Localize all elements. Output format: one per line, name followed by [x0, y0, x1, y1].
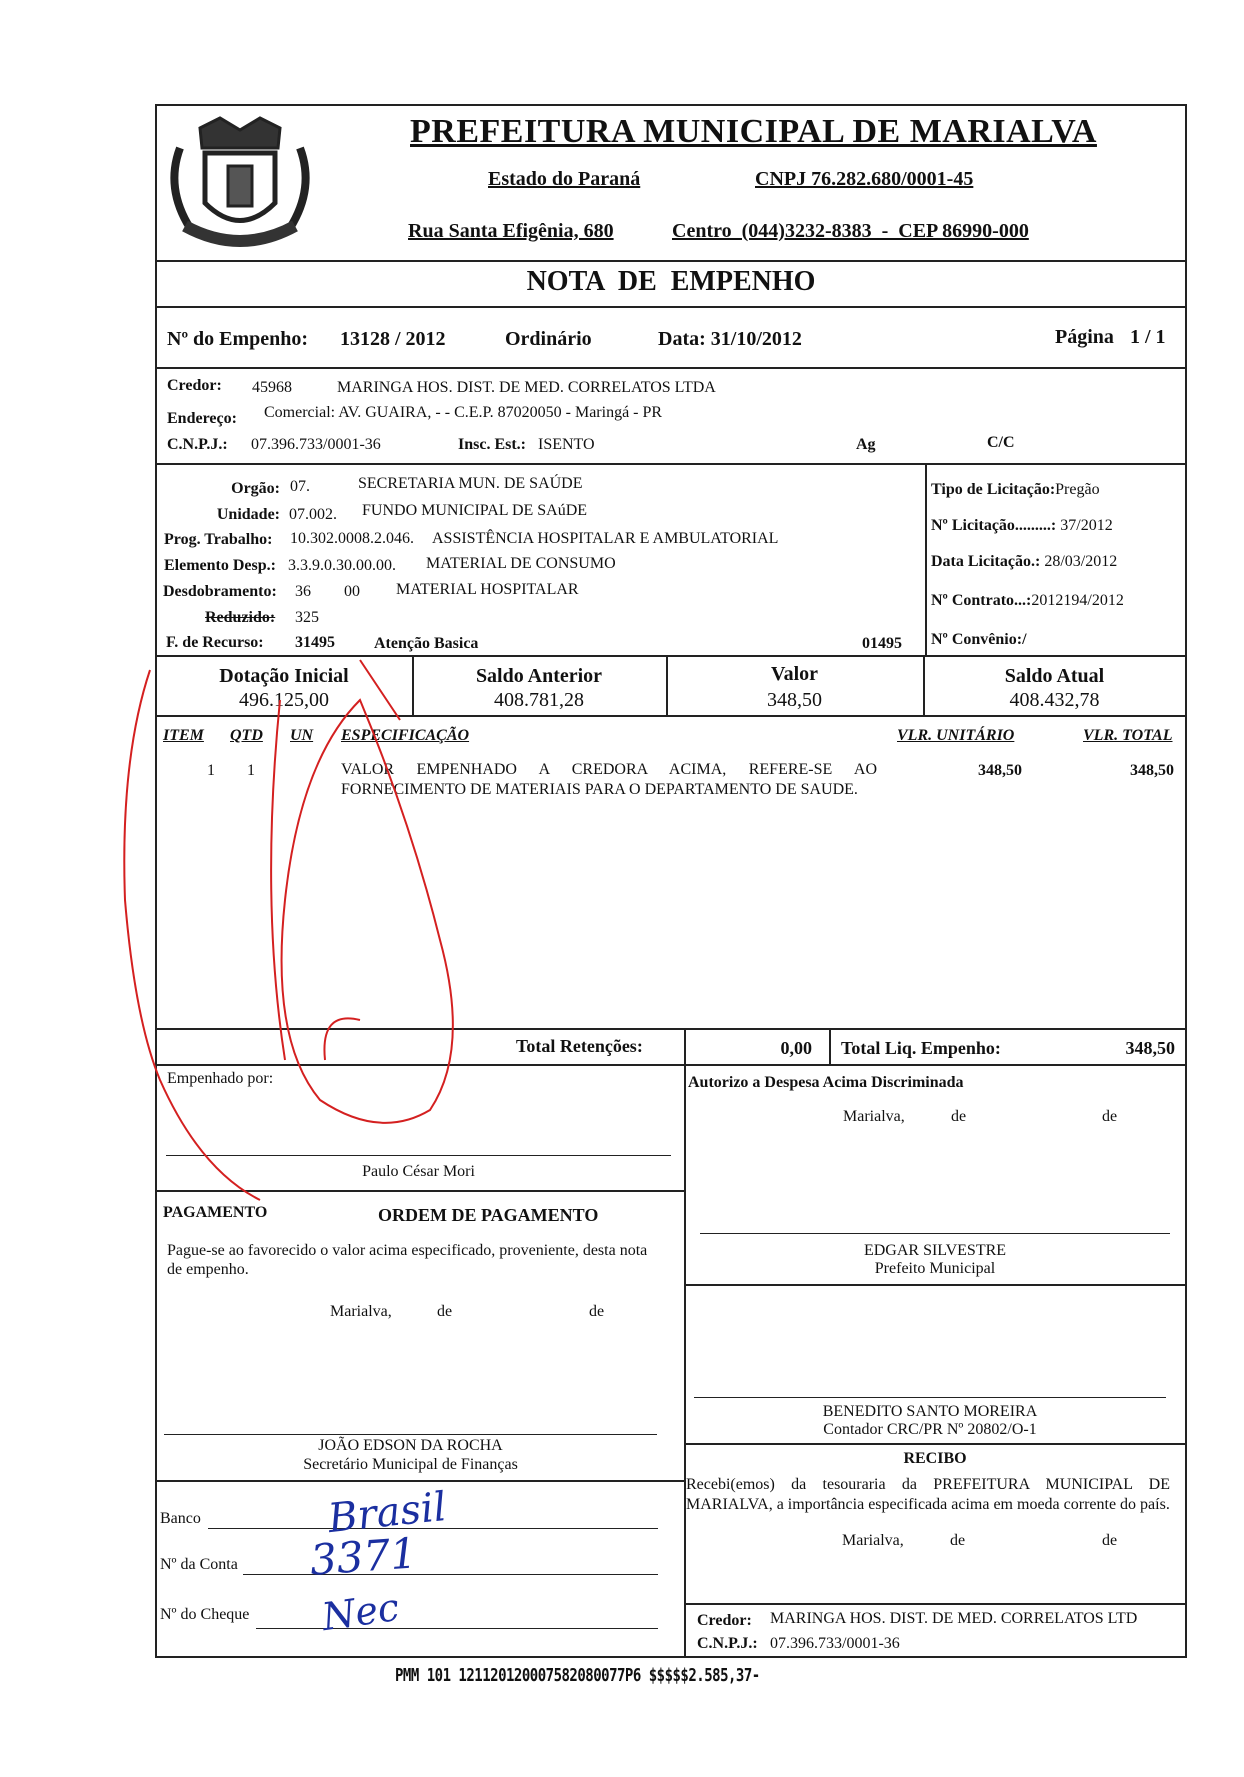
saldo-anterior-label: Saldo Anterior: [475, 665, 603, 687]
header-address: Rua Santa Efigênia, 680: [408, 220, 614, 242]
valor-value: 348,50: [767, 689, 822, 711]
orgao-label: Orgão:: [231, 480, 280, 497]
pagamento-label: PAGAMENTO: [163, 1204, 268, 1221]
reduzido-value: 325: [295, 609, 319, 626]
municipality-title: PREFEITURA MUNICIPAL DE MARIALVA: [410, 113, 1097, 150]
dotacao-label: Dotação Inicial: [219, 665, 349, 687]
unidade-name: FUNDO MUNICIPAL DE SAúDE: [362, 502, 588, 519]
address-label: Endereço:: [167, 410, 237, 427]
credor-label: Credor:: [167, 377, 222, 394]
item-vlr-unitario: 348,50: [978, 762, 1022, 779]
recibo-cnpj-label: C.N.P.J.:: [697, 1635, 758, 1652]
numero-licitacao-text: Nº Licitação.........:: [931, 517, 1057, 534]
autorizo-label: Autorizo a Despesa Acima Discriminada: [688, 1074, 964, 1091]
prog-code: 10.302.0008.2.046.: [290, 530, 414, 547]
saldo-atual-label: Saldo Atual: [1004, 665, 1105, 687]
prefeito-name: EDGAR SILVESTRE: [863, 1242, 1007, 1259]
elemento-name: MATERIAL DE CONSUMO: [426, 555, 616, 572]
col-especificacao: ESPECIFICAÇÃO: [341, 727, 470, 744]
insc-value: ISENTO: [538, 436, 595, 453]
fonte-name: Atenção Basica: [374, 635, 479, 652]
tipo-licitacao-text: Tipo de Licitação:: [931, 481, 1056, 498]
data-licitacao-text: Data Licitação.:: [931, 553, 1041, 570]
item-vlr-total: 348,50: [1130, 762, 1174, 779]
liq-empenho-label: Total Liq. Empenho:: [841, 1038, 1001, 1058]
banco-label: Banco: [160, 1510, 201, 1527]
empenho-date: Data: 31/10/2012: [658, 328, 802, 350]
pagamento-de1: de: [437, 1303, 453, 1320]
credor-cnpj: 07.396.733/0001-36: [251, 436, 381, 453]
contador-name: BENEDITO SANTO MOREIRA: [822, 1403, 1038, 1420]
page-label: Página: [1055, 326, 1114, 348]
item-especificacao: VALOR EMPENHADO A CREDORA ACIMA, REFERE-SE AO FORNECIMENTO DE MATERIAIS PARA O DEPARTAMENTO DE SAUDE.: [341, 761, 877, 798]
header-contact: Centro (044)3232-8383 - CEP 86990-000: [672, 220, 1029, 242]
recibo-cnpj: 07.396.733/0001-36: [770, 1635, 900, 1652]
credor-name: MARINGA HOS. DIST. DE MED. CORRELATOS LTDA: [337, 379, 716, 396]
saldo-anterior-value: 408.781,28: [494, 689, 584, 711]
page-number: 1 / 1: [1130, 326, 1166, 348]
prog-label: Prog. Trabalho:: [164, 531, 273, 548]
empenhado-label: Empenhado por:: [167, 1070, 274, 1087]
recibo-de2: de: [1102, 1532, 1118, 1549]
saldo-atual-value: 408.432,78: [1009, 689, 1100, 711]
contrato-text: Nº Contrato...:: [931, 592, 1032, 609]
recibo-place: Marialva,: [842, 1532, 904, 1549]
cheque-handwritten: Nec: [319, 1584, 402, 1640]
desdobramento-label: Desdobramento:: [163, 583, 277, 600]
secretario-role: Secretário Municipal de Finanças: [303, 1456, 518, 1473]
ordem-pagamento-title: ORDEM DE PAGAMENTO: [378, 1205, 599, 1225]
pagamento-place: Marialva,: [330, 1303, 392, 1320]
pagamento-de2: de: [589, 1303, 605, 1320]
unidade-code: 07.002.: [289, 506, 337, 523]
item-qtd: 1: [247, 762, 255, 779]
state-name: Estado do Paraná: [488, 168, 641, 190]
empenho-number-label: Nº do Empenho:: [167, 328, 309, 350]
data-licitacao-value: 28/03/2012: [1044, 553, 1118, 570]
convenio-label: Nº Convênio:/: [931, 631, 1027, 648]
desdobramento-subcode: 00: [344, 583, 360, 600]
desdobramento-code: 36: [295, 583, 311, 600]
credor-address: Comercial: AV. GUAIRA, - - C.E.P. 87020050 - Maringá - PR: [264, 404, 663, 421]
pagamento-text: Pague-se ao favorecido o valor acima especificado, proveniente, desta nota de empenho.: [167, 1242, 648, 1278]
document-title: NOTA DE EMPENHO: [526, 266, 816, 297]
ag-label: Ag: [856, 436, 876, 453]
elemento-label: Elemento Desp.:: [164, 557, 276, 574]
cheque-label: Nº do Cheque: [160, 1606, 250, 1623]
cnpj-header: CNPJ 76.282.680/0001-45: [755, 168, 974, 190]
conta-label: Nº da Conta: [160, 1556, 238, 1573]
col-vlr-total: VLR. TOTAL: [1083, 727, 1173, 744]
dotacao-value: 496.125,00: [239, 689, 329, 711]
secretario-name: JOÃO EDSON DA ROCHA: [318, 1437, 503, 1454]
autorizo-place: Marialva,: [843, 1108, 905, 1125]
orgao-code: 07.: [290, 478, 310, 495]
unidade-label: Unidade:: [216, 506, 280, 523]
retencoes-value: 0,00: [780, 1038, 812, 1058]
autorizo-de2: de: [1102, 1108, 1118, 1125]
credor-code: 45968: [252, 379, 292, 396]
cnpj-label: C.N.P.J.:: [167, 436, 228, 453]
fonte-code: 31495: [295, 634, 335, 651]
recibo-text: Recebi(emos) da tesouraria da PREFEITURA MUNICIPAL DE MARIALVA, a importância especificada acima em moeda corrente do país.: [686, 1476, 1170, 1513]
contador-role: Contador CRC/PR Nº 20802/O-1: [823, 1421, 1037, 1438]
tipo-licitacao-value: Pregão: [1055, 481, 1100, 498]
col-item: ITEM: [163, 727, 204, 744]
prog-name: ASSISTÊNCIA HOSPITALAR E AMBULATORIAL: [432, 530, 779, 547]
desdobramento-name: MATERIAL HOSPITALAR: [396, 581, 579, 598]
col-un: UN: [290, 727, 314, 744]
col-qtd: QTD: [230, 727, 263, 744]
recibo-title: RECIBO: [903, 1450, 967, 1467]
recibo-de1: de: [950, 1532, 966, 1549]
liq-empenho-value: 348,50: [1125, 1038, 1175, 1058]
reduzido-label: Reduzido:: [205, 609, 276, 626]
machine-stamp: PMM 101 121120120007582080077P6 $$$$$2.585,37-: [395, 1666, 760, 1686]
fonte-right-code: 01495: [862, 635, 902, 652]
insc-label: Insc. Est.:: [458, 436, 527, 453]
recibo-credor: MARINGA HOS. DIST. DE MED. CORRELATOS LTD: [770, 1610, 1138, 1627]
fonte-label: F. de Recurso:: [166, 634, 264, 651]
banco-handwritten: Brasil: [325, 1483, 449, 1543]
empenho-number: 13128 / 2012: [340, 328, 446, 350]
retencoes-label: Total Retenções:: [516, 1036, 643, 1056]
empenho-type: Ordinário: [505, 328, 592, 350]
valor-label: Valor: [770, 663, 819, 685]
autorizo-de1: de: [951, 1108, 967, 1125]
col-vlr-unitario: VLR. UNITÁRIO: [897, 727, 1015, 744]
item-number: 1: [207, 762, 215, 779]
numero-licitacao-value: 37/2012: [1060, 517, 1113, 534]
cc-label: C/C: [987, 434, 1015, 451]
recibo-credor-label: Credor:: [697, 1612, 752, 1629]
empenhado-name: Paulo César Mori: [362, 1163, 475, 1180]
conta-handwritten: 3371: [308, 1528, 419, 1585]
orgao-name: SECRETARIA MUN. DE SAÚDE: [358, 475, 583, 492]
elemento-code: 3.3.9.0.30.00.00.: [288, 557, 396, 574]
contrato-value: 2012194/2012: [1031, 592, 1124, 609]
prefeito-role: Prefeito Municipal: [874, 1260, 996, 1277]
